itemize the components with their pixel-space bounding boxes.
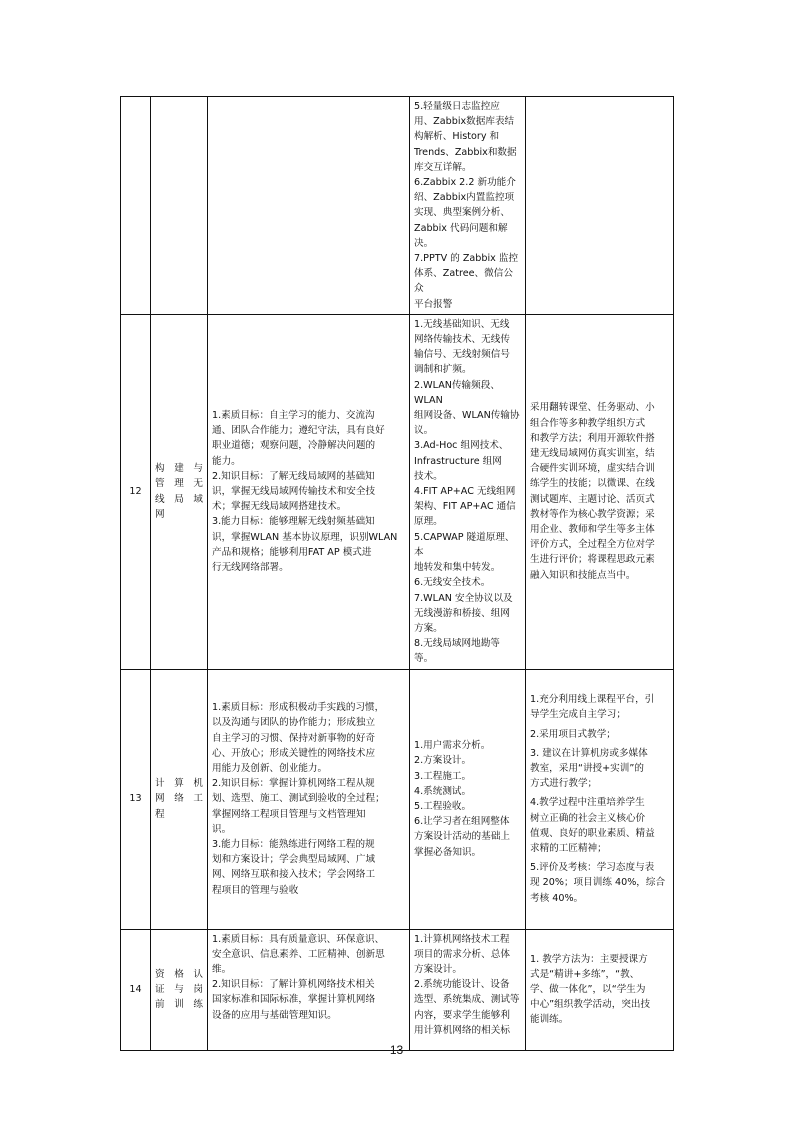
text-line: 内容，要求学生能够利: [414, 1009, 510, 1021]
text-line: 1.用户需求分析。: [414, 740, 491, 752]
text-line: 学、做一体化”，以“学生为: [530, 983, 646, 995]
text-line: 6.Zabbix 2.2 新功能介: [414, 177, 516, 189]
text-line: 建无线局域网仿真实训室，结: [530, 448, 655, 460]
text-line: 1.素质目标：具有质量意识、环保意识、: [212, 933, 385, 945]
course-objectives: [208, 97, 410, 315]
text-line: 3.能力目标：能够理解无线射频基础知: [212, 516, 375, 528]
text-line: 划和方案设计；学会典型局域网、广域: [212, 854, 376, 866]
text-line: 1. 教学方法为：主要授课方: [530, 953, 648, 965]
text-line: 1.无线基础知识、无线: [414, 318, 510, 330]
course-content: [410, 929, 526, 1050]
text-line: 3. 建议在计算机房或多媒体: [530, 747, 648, 759]
text-line: 值观、良好的职业素质、精益: [530, 827, 655, 839]
teaching-methods: [526, 669, 674, 929]
text-line: 练学生的技能；以微课、在线: [530, 478, 655, 490]
text-line: 融入知识和技能点当中。: [530, 569, 636, 581]
text-line: Infrastructure 组网: [414, 455, 502, 467]
text-line: 5.工程验收。: [414, 801, 472, 813]
text-line: 2.采用项目式教学；: [530, 728, 616, 740]
text-line: 掌握网络工程项目管理与文档管理知: [212, 808, 366, 820]
text-line: 4.教学过程中注重培养学生: [530, 797, 645, 809]
text-line: 网: [155, 508, 165, 520]
text-line: 技术。: [414, 470, 443, 482]
text-line: 现 20%；项目训练 40%，综合: [530, 877, 666, 889]
text-line: 识，掌握无线局域网传输技术和安全技: [212, 486, 376, 498]
text-line: 决。: [414, 237, 434, 249]
text-line: 2.知识目标：了解无线局域网的基础知: [212, 470, 375, 482]
text-line: 用、Zabbix数据库表结: [414, 116, 515, 128]
text-line: 方案。: [414, 622, 443, 634]
text-line: 证与岗: [155, 983, 203, 995]
text-line: Trends、Zabbix和数据: [414, 146, 517, 158]
row-number: 12: [121, 314, 151, 669]
text-line: 通、团队合作能力；遵纪守法，具有良好: [212, 425, 385, 437]
text-line: 体系、Zatree、微信公众: [414, 268, 513, 295]
text-line: 方案设计活动的基础上: [414, 831, 510, 843]
text-line: 网络传输技术、无线传: [414, 334, 510, 346]
text-line: 等。: [414, 653, 434, 665]
table-row: [121, 97, 674, 315]
text-line: 教室，采用“讲授+实训”的: [530, 763, 644, 774]
text-line: 组合作等多种教学组织方式: [530, 417, 646, 429]
text-line: 识，掌握WLAN 基本协议原理，识别WLAN: [212, 531, 398, 543]
text-line: 实现、典型案例分析、: [414, 207, 510, 219]
method-paragraph: [530, 727, 669, 742]
text-line: 方式进行教学；: [530, 778, 598, 790]
text-line: 输信号、无线射频信号: [414, 349, 510, 361]
page-number: 13: [389, 1043, 404, 1057]
text-line: 平台报警: [414, 298, 453, 310]
text-line: 术；掌握无线局域网搭建技术。: [212, 501, 347, 513]
text-line: 网络工: [155, 793, 203, 805]
text-line: 网、网络互联和接入技术；学会网络工: [212, 869, 376, 881]
method-paragraph: [530, 746, 669, 792]
text-line: 1.充分利用线上课程平台，引: [530, 694, 655, 706]
text-line: 能训练。: [530, 1014, 569, 1026]
teaching-methods: [526, 314, 674, 669]
text-line: 组网设备、WLAN传输协: [414, 410, 520, 422]
course-objectives: [208, 669, 410, 929]
text-line: 2.知识目标：掌握计算机网络工程从规: [212, 778, 375, 790]
course-name: [151, 929, 208, 1050]
text-line: 原理。: [414, 516, 443, 528]
course-name: [151, 97, 208, 315]
text-line: 和教学方法；利用开源软件搭: [530, 432, 655, 444]
text-line: 心、开放心；形成关键性的网络技术应: [212, 747, 376, 759]
course-table-body: [121, 97, 674, 1051]
text-line: 6.让学习者在组网整体: [414, 816, 510, 828]
text-line: 以及沟通与团队的协作能力；形成独立: [212, 717, 376, 729]
text-line: 划、选型、施工、测试到验收的全过程；: [212, 793, 385, 805]
row-number: 14: [121, 929, 151, 1050]
text-line: 程: [155, 808, 165, 820]
text-line: 3.Ad-Hoc 组网技术、: [414, 440, 509, 452]
text-line: 无线漫游和桥接、组网: [414, 607, 510, 619]
text-line: 用企业、教师和学生等多主体: [530, 524, 655, 536]
course-content: [410, 97, 526, 315]
text-line: 测试题库、主题讨论、活页式: [530, 493, 655, 505]
text-line: 绍、Zabbix内置监控项: [414, 192, 515, 204]
text-line: 7.WLAN 安全协议以及: [414, 592, 513, 604]
text-line: 管理无: [155, 478, 203, 490]
text-line: 1.素质目标：自主学习的能力、交流沟: [212, 410, 375, 422]
course-content: [410, 314, 526, 669]
text-line: 设备的应用与基础管理知识。: [212, 1009, 337, 1021]
text-line: 选型、系统集成、测试等: [414, 994, 520, 1006]
text-line: 用能力及创新、创业能力。: [212, 763, 328, 774]
text-line: 中心”组织教学活动，突出技: [530, 999, 651, 1011]
text-line: 库交互详解。: [414, 161, 472, 173]
table-row: [121, 314, 674, 669]
method-paragraph: [530, 795, 669, 856]
text-line: 计算机: [155, 778, 203, 790]
text-line: 线局域: [155, 493, 203, 505]
table-row: [121, 929, 674, 1050]
text-line: 掌握必备知识。: [414, 846, 482, 858]
text-line: 用计算机网络的相关标: [414, 1024, 510, 1036]
text-line: 5.轻量级日志监控应: [414, 101, 500, 112]
text-line: 地转发和集中转发。: [414, 562, 501, 574]
method-paragraph: [530, 692, 669, 722]
text-line: 资格认: [155, 968, 203, 980]
text-line: 架构、FIT AP+AC 通信: [414, 501, 516, 513]
text-line: 方案设计。: [414, 963, 462, 975]
text-line: 构解析、History 和: [414, 131, 500, 143]
text-line: 前训练: [155, 999, 203, 1011]
course-name: [151, 669, 208, 929]
text-line: 式是“精讲+多练”，“教、: [530, 968, 640, 980]
text-line: 3.能力目标：能熟练进行网络工程的规: [212, 839, 375, 851]
text-line: 2.WLAN传输频段、WLAN: [414, 379, 500, 406]
method-paragraph: [530, 860, 669, 906]
course-content: [410, 669, 526, 929]
text-line: 考核 40%。: [530, 892, 584, 904]
row-number: 13: [121, 669, 151, 929]
text-line: 5.CAPWAP 隧道原理、本: [414, 531, 515, 558]
text-line: 职业道德；观察问题，冷静解决问题的: [212, 440, 376, 452]
text-line: 评价方式，全过程全方位对学: [530, 539, 655, 551]
table-row: [121, 669, 674, 929]
course-name: [151, 314, 208, 669]
text-line: 项目的需求分析、总体: [414, 948, 510, 960]
text-line: 2.方案设计。: [414, 755, 472, 767]
text-line: 4.系统测试。: [414, 785, 472, 797]
text-line: 产品和规格；能够利用FAT AP 模式进: [212, 546, 372, 558]
course-objectives: [208, 929, 410, 1050]
text-line: 4.FIT AP+AC 无线组网: [414, 486, 516, 498]
text-line: 2.知识目标：了解计算机网络技术相关: [212, 979, 375, 991]
text-line: 3.工程施工。: [414, 770, 472, 782]
text-line: 合硬件实训环境，虚实结合训: [530, 463, 655, 475]
text-line: 7.PPTV 的 Zabbix 监控: [414, 253, 519, 265]
text-line: 调制和扩频。: [414, 364, 472, 376]
text-line: 5.评价及考核：学习态度与表: [530, 862, 655, 874]
text-line: 生进行评价；将课程思政元素: [530, 554, 655, 566]
text-line: 程项目的管理与验收: [212, 884, 299, 896]
row-number: [121, 97, 151, 315]
text-line: 导学生完成自主学习；: [530, 709, 626, 721]
course-table: [120, 96, 674, 1051]
text-line: 6.无线安全技术。: [414, 577, 491, 589]
course-objectives: [208, 314, 410, 669]
teaching-methods: [526, 97, 674, 315]
text-line: 8.无线局域网地勘等: [414, 638, 500, 650]
teaching-methods: [526, 929, 674, 1050]
text-line: 1.计算机网络技术工程: [414, 933, 510, 945]
text-line: 1.素质目标：形成积极动手实践的习惯，: [212, 702, 385, 714]
text-line: 维。: [212, 963, 232, 975]
text-line: 2.系统功能设计、设备: [414, 979, 510, 991]
text-line: 采用翻转课堂、任务驱动、小: [530, 402, 655, 414]
text-line: 安全意识、信息素养、工匠精神、创新思: [212, 948, 385, 960]
text-line: 求精的工匠精神；: [530, 843, 607, 855]
text-line: Zabbix 代码问题和解: [414, 222, 508, 234]
text-line: 树立正确的社会主义核心价: [530, 812, 646, 824]
text-line: 议。: [414, 425, 434, 437]
text-line: 识。: [212, 823, 232, 835]
text-line: 国家标准和国际标准，掌握计算机网络: [212, 994, 376, 1006]
text-line: 教材等作为核心教学资源；采: [530, 508, 655, 520]
text-line: 行无线网络部署。: [212, 562, 289, 574]
text-line: 能力。: [212, 455, 241, 467]
text-line: 构建与: [155, 463, 203, 475]
text-line: 自主学习的习惯、保持对新事物的好奇: [212, 732, 376, 744]
